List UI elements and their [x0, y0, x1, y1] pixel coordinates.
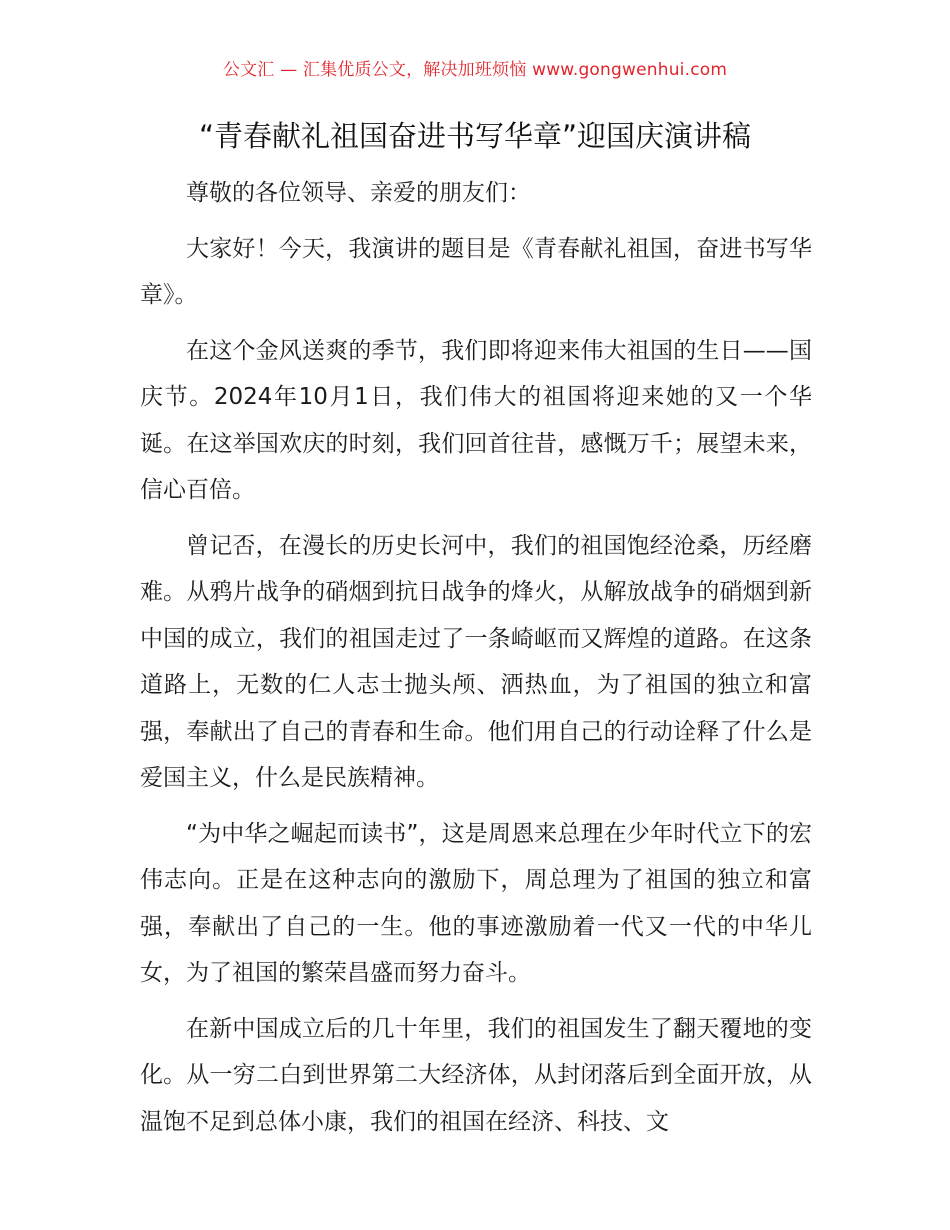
- site-banner: 公文汇 — 汇集优质公文，解决加班烦恼 www.gongwenhui.com: [222, 60, 728, 80]
- paragraph: 在这个金风送爽的季节，我们即将迎来伟大祖国的生日——国庆节。2024年10月1日，我们伟大的祖国将迎来她的又一个华诞。在这举国欢庆的时刻，我们回首往昔，感慨万千；展望未来，信心百倍。: [140, 337, 812, 503]
- paragraph-greeting: 大家好！今天，我演讲的题目是《青春献礼祖国，奋进书写华章》。: [140, 235, 812, 308]
- document-title: “青春献礼祖国奋进书写华章”迎国庆演讲稿: [198, 119, 752, 153]
- paragraph-salutation: 尊敬的各位领导、亲爱的朋友们：: [186, 180, 531, 206]
- paragraph: 曾记否，在漫长的历史长河中，我们的祖国饱经沧桑，历经磨难。从鸦片战争的硝烟到抗日战争的烽火，从解放战争的硝烟到新中国的成立，我们的祖国走过了一条崎岖而又辉煌的道路。在这条道路上，无数的仁人志士抛头颅、洒热血，为了祖国的独立和富强，奉献出了自己的青春和生命。他们用自己的行动诠释了什么是爱国主义，什么是民族精神。: [140, 532, 812, 791]
- paragraph: “为中华之崛起而读书”，这是周恩来总理在少年时代立下的宏伟志向。正是在这种志向的激励下，周总理为了祖国的独立和富强，奉献出了自己的一生。他的事迹激励着一代又一代的中华儿女，为了祖国的繁荣昌盛而努力奋斗。: [140, 820, 812, 986]
- document-body: [140, 170, 812, 1154]
- paragraph: 在新中国成立后的几十年里，我们的祖国发生了翻天覆地的变化。从一穷二白到世界第二大经济体，从封闭落后到全面开放，从温饱不足到总体小康，我们的祖国在经济、科技、文: [140, 1015, 812, 1135]
